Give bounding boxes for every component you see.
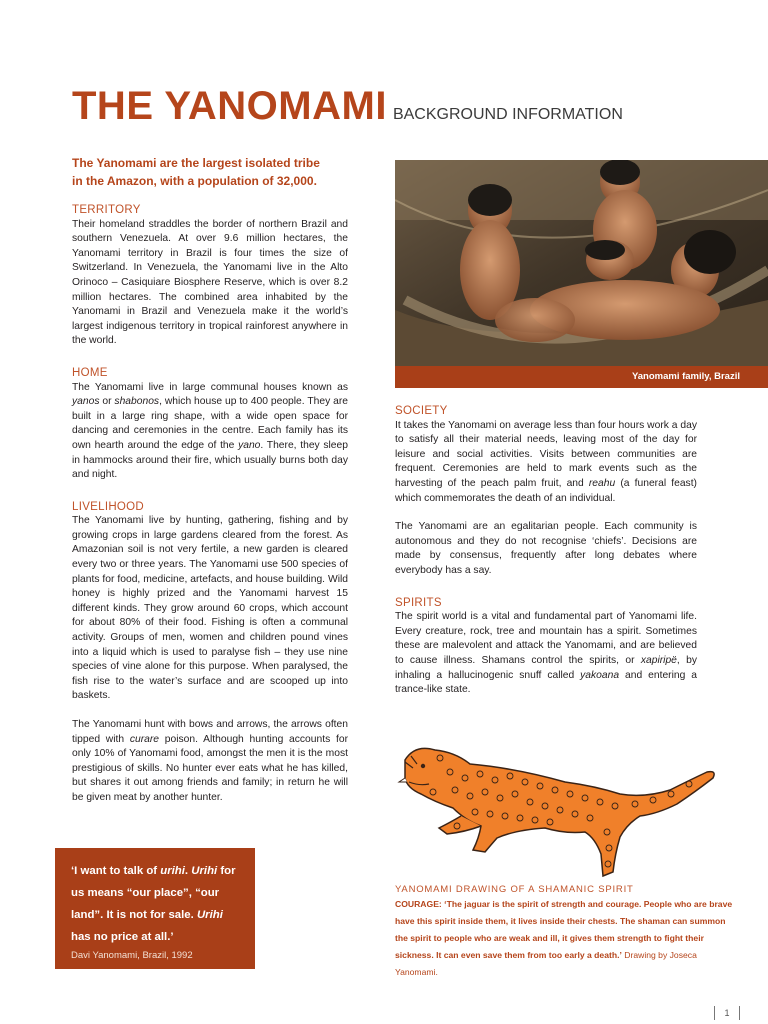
livelihood-heading: LIVELIHOOD (72, 500, 145, 513)
right-column (395, 404, 697, 715)
livelihood-section (72, 500, 348, 806)
home-text: The Yanomami live in large communal houses known as yanos or shabonos, which house up to 400 people. They are built in a large ring shape, with a wide open space for dancing and ceremonies in the centre. Each family has its own hearth around the edge of the yano. There, they sleep in hammocks around their fire, which usually burns both day and night. (72, 381, 348, 481)
courage-label: COURAGE: (395, 899, 442, 909)
photo-caption: Yanomami family, Brazil (395, 366, 768, 388)
spirits-text: The spirit world is a vital and fundamental part of Yanomami life. Every creature, rock, tree and mountain has a spirit. Sometimes these are malevolent and attack the Yanomami, and are believed to cause illness. Shamans control the spirits, or xapiripë, by inhaling a hallucinogenic snuff called yakoana and entering a trance-like state. (395, 611, 697, 696)
family-photo-image (395, 160, 768, 366)
spirits-section (395, 596, 697, 698)
jaguar-drawing (395, 742, 725, 882)
title-subtitle: BACKGROUND INFORMATION (392, 106, 623, 123)
drawing-credit: Drawing by Joseca Yanomami. (395, 950, 697, 977)
courage-text: ‘The jaguar is the spirit of strength and courage. People who are brave have this spirit inside them, it lives inside their chests. The shaman can summon the spirit to people who are weak and ill, it gives them strength to fight their sickness. It can even save them from too early a death.’ (395, 899, 733, 960)
territory-heading: TERRITORY (72, 204, 141, 216)
territory-text: Their homeland straddles the border of northern Brazil and southern Venezuela. At over 9.6 million hectares, the Yanomami territory in Brazil is four times the size of Switzerland. In Venezuela, the Yanomami live in the Alto Orinoco – Casiquiare Biosphere Reserve, which is over 8.2 million hectares. The combined area inhabited by the Yanomami in Brazil and Venezuela make it the world’s largest indigenous territory in tropical rainforest anywhere in the world. (72, 218, 348, 347)
society-text-2: The Yanomami are an egalitarian people. Each community is autonomous and they do not recognise ‘chiefs’. Decisions are made by consensus, frequently after long debates where everybody has a say. (395, 521, 697, 576)
territory-section (72, 203, 348, 349)
livelihood-text-1: The Yanomami live by hunting, gathering, fishing and by growing crops in large gardens cleared from the forest. As Amazonian soil is not very fertile, a new garden is cleared every two or three years. The Yanomami use 500 species of plants for food, medicine, artefacts, and house building. Wild honey is highly prized and the Yanomami harvest 15 different kinds. They grow around 60 crops, which account for about 80% of their food. Fishing is often a communal activity. Groups of men, women and children pound vines into a liquid which is used to paralyse fish – they use nine species of vine alone for this purpose. When paralysed, the fish rise to the water’s surface and are scooped up into baskets. (72, 515, 348, 702)
drawing-caption (395, 896, 735, 981)
quote-box (55, 848, 255, 969)
quote-text: ‘I want to talk of urihi. Urihi for us means “our place”, “our land”. It is not for sale. Urihi has no price at all.’ (71, 865, 236, 943)
society-heading: SOCIETY (395, 405, 448, 417)
livelihood-text-2: The Yanomami hunt with bows and arrows, the arrows often tipped with curare poison. Although hunting accounts for only 10% of Yanomami food, amongst the men it is the most prestigious of skills. No hunter ever eats what he has killed, but shares it out among friends and family; in return he will be given meat by another hunter. (72, 719, 348, 803)
left-column (72, 203, 348, 823)
jaguar-icon (395, 742, 725, 882)
title-main: THE YANOMAMI (72, 84, 387, 128)
page-number: 1 (714, 1006, 740, 1020)
page-title (72, 84, 623, 129)
family-photo (395, 160, 768, 366)
society-text-1: It takes the Yanomami on average less than four hours work a day to satisfy all their material needs, leaving most of the day for leisure and social activities. Visits between communities are frequent. Ceremonies are held to mark events such as the harvesting of the peach palm fruit, and reahu (a funeral feast) which commemorates the death of an individual. (395, 419, 697, 504)
intro-text (72, 154, 362, 190)
spirits-heading: SPIRITS (395, 596, 442, 609)
intro-line-1: The Yanomami are the largest isolated tribe (72, 156, 320, 170)
intro-line-2: in the Amazon, with a population of 32,000. (72, 174, 317, 188)
society-section (395, 404, 697, 579)
quote-source: Davi Yanomami, Brazil, 1992 (71, 950, 193, 961)
home-heading: HOME (72, 366, 108, 379)
drawing-heading: YANOMAMI DRAWING OF A SHAMANIC SPIRIT (395, 884, 634, 895)
home-section (72, 366, 348, 483)
